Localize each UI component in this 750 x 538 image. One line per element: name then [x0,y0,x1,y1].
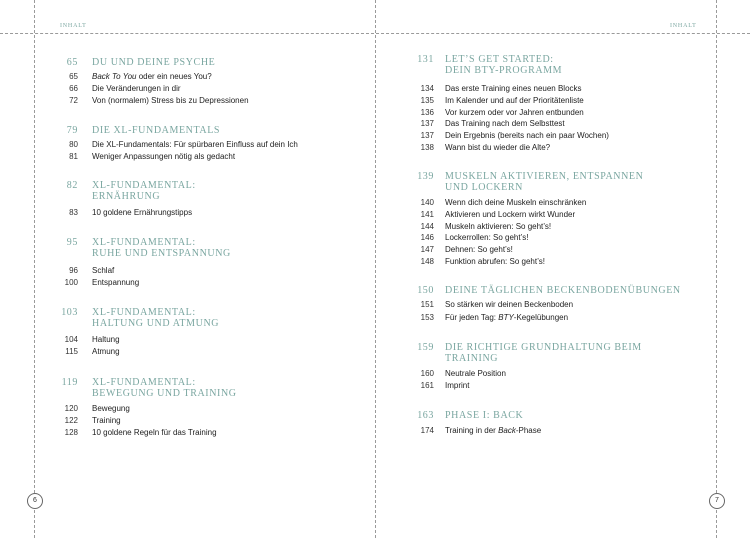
toc-entry-text: Das Training nach dem Selbsttest [445,119,565,128]
toc-page-number: 82 [66,180,78,191]
toc-entry-text: Muskeln aktivieren: So geht’s! [445,222,552,231]
toc-page-number: 174 [420,426,434,435]
toc-entry-title [445,143,550,153]
toc-entry-text: -Kegelübungen [513,313,569,322]
toc-entry-text: Die XL-Fundamentals: Für spürbaren Einfluss auf dein Ich [92,140,298,149]
toc-entry-text: 10 goldene Ernährungstipps [92,208,193,217]
toc-entry-title [92,428,217,438]
toc-section-title [92,125,220,136]
toc-entry-text: Training [92,416,121,425]
toc-page-number: 79 [66,125,78,136]
toc-entry-title [445,108,584,118]
toc-entry-italic: Back To You [92,72,137,81]
toc-section-title-line: XL-FUNDAMENTAL: [92,307,196,318]
page-number-right: 7 [709,493,725,509]
toc-page-number: 144 [420,222,434,231]
toc-entry-text: Imprint [445,381,470,390]
toc-section-title-line: UND LOCKERN [445,182,523,193]
toc-entry-text: Atmung [92,347,120,356]
toc-page-number: 160 [420,369,434,378]
toc-entry-text: Schlaf [92,266,115,275]
toc-entry-title [445,426,541,436]
running-head-right: INHALT [670,23,697,29]
toc-page-number: 104 [64,335,78,344]
toc-page-number: 136 [420,108,434,117]
toc-page-number: 103 [61,307,78,318]
toc-entry-title [445,257,545,267]
toc-section-title [445,410,523,421]
toc-page-number: 128 [64,428,78,437]
toc-page-number: 72 [69,96,78,105]
toc-entry-italic: Back [498,426,516,435]
toc-section-title-line: DEINE TÄGLICHEN BECKENBODENÜBUNGEN [445,285,681,296]
toc-entry-text: Wenn dich deine Muskeln einschränken [445,198,587,207]
toc-entry-title [92,335,120,345]
toc-page-number: 81 [69,152,78,161]
running-head-left: INHALT [60,23,87,29]
toc-page-number: 65 [69,72,78,81]
toc-entry-title [92,96,249,106]
toc-page-number: 161 [420,381,434,390]
toc-page-number: 115 [65,347,78,356]
toc-page-number: 80 [69,140,78,149]
toc-entry-text: 10 goldene Regeln für das Training [92,428,217,437]
toc-entry-title [92,72,212,82]
toc-page-number: 163 [417,410,434,421]
toc-section-title-line: HALTUNG UND ATMUNG [92,318,220,329]
toc-entry-title [92,208,192,218]
toc-entry-text: Die Veränderungen in dir [92,84,181,93]
toc-section-title [445,171,643,193]
toc-page-number: 148 [420,257,434,266]
right-guide-line [716,0,717,538]
toc-entry-text: Dehnen: So geht’s! [445,245,513,254]
toc-section-title [445,285,681,296]
toc-page-number: 131 [417,54,434,65]
toc-page-number: 120 [64,404,78,413]
toc-entry-text: oder ein neues You? [136,72,212,81]
toc-entry-title [92,140,298,150]
toc-page-number: 139 [417,171,434,182]
spine-guide-line [375,0,376,538]
toc-section-title-line: XL-FUNDAMENTAL: [92,237,196,248]
toc-section-title [445,54,562,76]
toc-section-title [92,180,196,202]
toc-page-number: 153 [420,313,434,322]
toc-entry-title [445,198,586,208]
toc-page-number: 140 [420,198,434,207]
toc-entry-text: Haltung [92,335,120,344]
toc-entry-title [92,152,235,162]
toc-entry-title [92,347,120,357]
toc-section-title-line: XL-FUNDAMENTAL: [92,377,196,388]
toc-entry-text: Dein Ergebnis (bereits nach ein paar Wochen) [445,131,609,140]
toc-entry-title [445,245,513,255]
toc-section-title [445,342,642,364]
toc-page-number: 151 [420,300,434,309]
toc-entry-title [92,84,181,94]
toc-entry-text: Weniger Anpassungen nötig als gedacht [92,152,236,161]
toc-entry-text: Aktivieren und Lockern wirkt Wunder [445,210,576,219]
toc-entry-title [445,210,575,220]
toc-entry-title [445,96,584,106]
toc-page-number: 146 [420,233,434,242]
toc-section-title-line: PHASE I: BACK [445,410,524,421]
toc-page-number: 134 [420,84,434,93]
toc-entry-title [92,404,130,414]
toc-section-title-line: DU UND DEINE PSYCHE [92,57,216,68]
toc-entry-title [445,84,582,94]
toc-entry-text: Im Kalender und auf der Prioritätenliste [445,96,584,105]
toc-entry-title [445,300,573,310]
toc-entry-title [445,313,568,323]
toc-entry-title [445,369,506,379]
toc-section-title-line: ERNÄHRUNG [92,191,161,202]
toc-section-title-line: XL-FUNDAMENTAL: [92,180,196,191]
toc-page-number: 100 [64,278,78,287]
toc-entry-text: -Phase [515,426,542,435]
toc-page-number: 159 [417,342,434,353]
page-number-left: 6 [27,493,43,509]
toc-entry-italic: BTY [498,313,514,322]
toc-section-title [92,307,219,329]
toc-section-title [92,377,237,399]
toc-section-title-line: RUHE UND ENTSPANNUNG [92,248,231,259]
toc-entry-title [445,131,609,141]
toc-entry-text: Bewegung [92,404,130,413]
toc-entry-text: Von (normalem) Stress bis zu Depressionen [92,96,249,105]
toc-section-title-line: MUSKELN AKTIVIEREN, ENTSPANNEN [445,171,644,182]
toc-section-title-line: BEWEGUNG UND TRAINING [92,388,237,399]
toc-entry-text: Lockerrollen: So geht’s! [445,233,529,242]
toc-entry-title [445,222,551,232]
toc-page-number: 135 [420,96,434,105]
toc-page-number: 141 [420,210,434,219]
toc-entry-text: So stärken wir deinen Beckenboden [445,300,574,309]
toc-entry-text: Wann bist du wieder die Alte? [445,143,551,152]
toc-entry-text: Neutrale Position [445,369,506,378]
toc-entry-title [445,119,565,129]
toc-page-number: 137 [420,131,434,140]
toc-page-number: 150 [417,285,434,296]
toc-section-title-line: TRAINING [445,353,499,364]
toc-page-number: 65 [66,57,78,68]
toc-section-title-line: DIE XL-FUNDAMENTALS [92,125,221,136]
toc-entry-title [445,381,469,391]
toc-page-number: 66 [69,84,78,93]
toc-page-number: 83 [69,208,78,217]
toc-page-number: 147 [420,245,434,254]
toc-section-title-line: DEIN BTY-PROGRAMM [445,65,563,76]
toc-section-title [92,57,215,68]
toc-entry-title [92,266,114,276]
toc-page-number: 137 [420,119,434,128]
toc-page-number: 119 [61,377,78,388]
toc-entry-title [92,278,139,288]
toc-section-title [92,237,231,259]
toc-entry-title [92,416,121,426]
toc-entry-text: Funktion abrufen: So geht’s! [445,257,545,266]
left-guide-line [34,0,35,538]
toc-section-title-line: DIE RICHTIGE GRUNDHALTUNG BEIM [445,342,642,353]
toc-page-number: 96 [69,266,78,275]
toc-entry-title [445,233,528,243]
toc-entry-text: Vor kurzem oder vor Jahren entbunden [445,108,584,117]
toc-entry-text: Entspannung [92,278,140,287]
toc-page-number: 138 [420,143,434,152]
toc-section-title-line: LET’S GET STARTED: [445,54,554,65]
toc-page-number: 122 [64,416,78,425]
toc-entry-text: Für jeden Tag: [445,313,499,322]
toc-entry-text: Das erste Training eines neuen Blocks [445,84,582,93]
toc-page-number: 95 [66,237,78,248]
toc-entry-text: Training in der [445,426,499,435]
